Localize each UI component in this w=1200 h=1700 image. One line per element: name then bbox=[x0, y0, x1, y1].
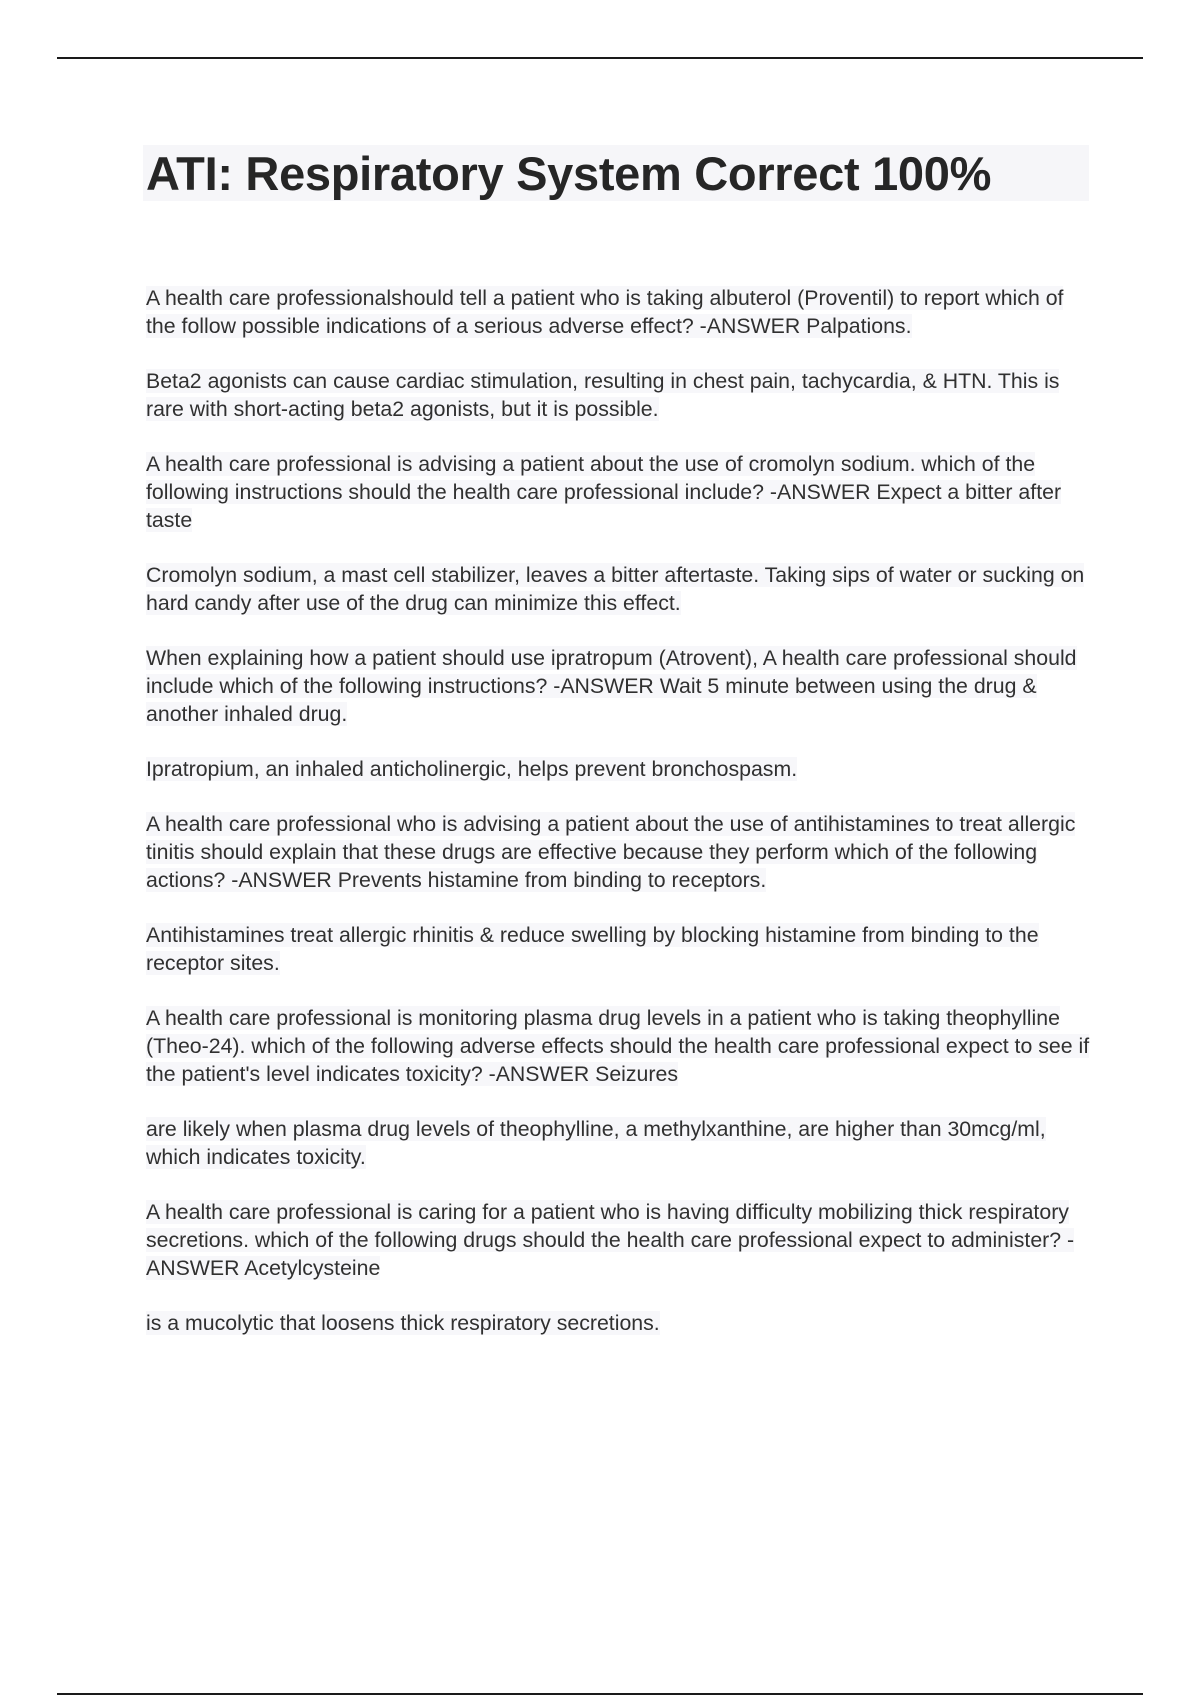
paragraph-antihistamine-question bbox=[146, 810, 1096, 894]
paragraph-antihistamine-rationale bbox=[146, 921, 1096, 977]
paragraph-albuterol-question bbox=[146, 284, 1096, 340]
paragraph-cromolyn-rationale bbox=[146, 561, 1096, 617]
paragraph-theophylline-question bbox=[146, 1004, 1096, 1088]
paragraph-text: is a mucolytic that loosens thick respiratory secretions. bbox=[146, 1311, 660, 1335]
top-divider bbox=[57, 57, 1143, 59]
paragraph-text: Cromolyn sodium, a mast cell stabilizer, leaves a bitter aftertaste. Taking sips of water or sucking on hard candy after use of the drug can minimize this effect. bbox=[146, 563, 1085, 615]
bottom-divider bbox=[57, 1693, 1143, 1695]
paragraph-ipratropium-rationale bbox=[146, 755, 1096, 783]
paragraph-acetylcysteine-rationale bbox=[146, 1309, 1096, 1337]
paragraph-text: A health care professional is caring for a patient who is having difficulty mobilizing thick respiratory secretions. which of the following drugs should the health care professional expect to administer? -ANSWER Acetylcysteine bbox=[146, 1200, 1075, 1280]
paragraph-text: A health care professional is advising a patient about the use of cromolyn sodium. which of the following instructions should the health care professional include? -ANSWER Expect a bitter after taste bbox=[146, 452, 1062, 532]
paragraph-cromolyn-question bbox=[146, 450, 1096, 534]
paragraph-text: A health care professional is monitoring plasma drug levels in a patient who is taking theophylline (Theo-24). which of the following adverse effects should the health care professional expect to see if the patient's level indicates toxicity? -ANSWER Seizures bbox=[146, 1006, 1090, 1086]
paragraph-text: Antihistamines treat allergic rhinitis & reduce swelling by blocking histamine from binding to the receptor sites. bbox=[146, 923, 1039, 975]
paragraph-acetylcysteine-question bbox=[146, 1198, 1096, 1282]
paragraph-text: When explaining how a patient should use ipratropum (Atrovent), A health care professional should include which of the following instructions? -ANSWER Wait 5 minute between using the drug & another inhaled drug. bbox=[146, 646, 1077, 726]
paragraph-text: A health care professional who is advising a patient about the use of antihistamines to treat allergic tinitis should explain that these drugs are effective because they perform which of the following actions? -ANSWER Prevents histamine from binding to receptors. bbox=[146, 812, 1076, 892]
paragraph-text: A health care professionalshould tell a patient who is taking albuterol (Proventil) to report which of the follow possible indications of a serious adverse effect? -ANSWER Palpations. bbox=[146, 286, 1064, 338]
paragraph-text: Beta2 agonists can cause cardiac stimulation, resulting in chest pain, tachycardia, & HTN. This is rare with short-acting beta2 agonists, but it is possible. bbox=[146, 369, 1060, 421]
paragraph-text: are likely when plasma drug levels of theophylline, a methylxanthine, are higher than 30mcg/ml, which indicates toxicity. bbox=[146, 1117, 1046, 1169]
paragraph-text: Ipratropium, an inhaled anticholinergic, helps prevent bronchospasm. bbox=[146, 757, 798, 781]
paragraph-ipratropium-question bbox=[146, 644, 1096, 728]
paragraph-theophylline-rationale bbox=[146, 1115, 1096, 1171]
document-body bbox=[146, 284, 1096, 1364]
document-title: ATI: Respiratory System Correct 100% bbox=[146, 147, 992, 200]
paragraph-beta2-rationale bbox=[146, 367, 1096, 423]
